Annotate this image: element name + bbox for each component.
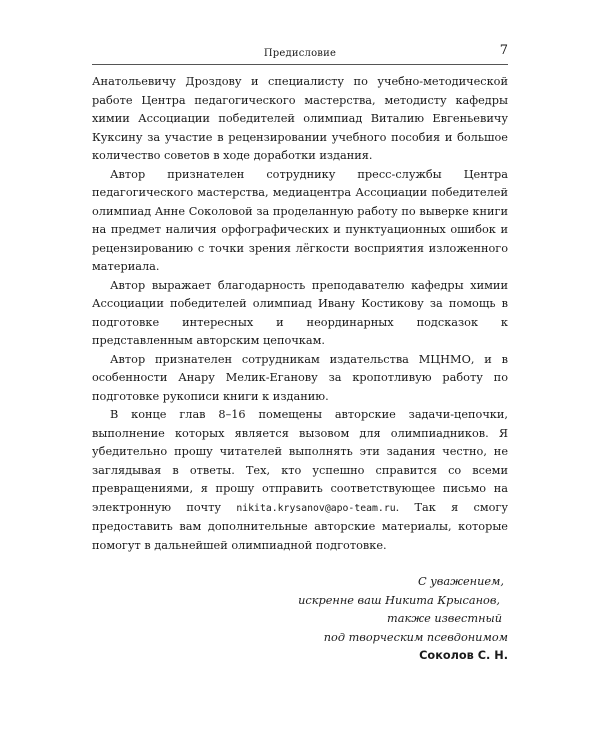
page-body	[92, 73, 508, 555]
page-number: 7	[499, 43, 508, 58]
paragraph-2: Автор признателен сотруднику пресс-службы Центра педагогического мастерства, медиацентра Ассоциации победителей олимпиад Анне Соколовой за проделанную работу по выверке книги на предмет наличия орфографических и пунктуационных ошибок и рецензированию с точки зрения лёгкости восприятия изложенного материала.	[92, 167, 508, 273]
paragraph-4: Автор признателен сотрудникам издательства МЦНМО, и в особенности Анару Мелик-Еганову за кропотливую работу по подготовке рукописи книги к изданию.	[92, 352, 508, 403]
paragraph-5-text-after: . Так я смогу предоставить вам дополнительные авторские материалы, которые помогут в дальнейшей олимпиадной подготовке.	[92, 500, 508, 552]
author-signature: Соколов С. Н.	[419, 649, 508, 662]
paragraph-5	[92, 406, 508, 555]
closing-line-3: также известный	[387, 612, 502, 625]
closing-block	[92, 573, 508, 666]
paragraph-1: Анатольевичу Дроздову и специалисту по учебно-методической работе Центра педагогического мастерства, методисту кафедры химии Ассоциации победителей олимпиад Виталию Евгеньевичу Куксину за участие в рецензировании учебного пособия и большое количество советов в ходе доработки издания.	[92, 75, 508, 162]
running-title: Предисловие	[263, 48, 337, 59]
closing-line-1: С уважением,	[418, 575, 504, 588]
closing-line-2: искренне ваш Никита Крысанов,	[298, 593, 500, 607]
email-address: nikita.krysanov@apo-team.ru	[236, 502, 396, 514]
page-header	[92, 40, 508, 65]
book-page	[92, 40, 508, 666]
closing-line-4: под творческим псевдонимом	[323, 630, 508, 644]
paragraph-3: Автор выражает благодарность преподавателю кафедры химии Ассоциации победителей олимпиад Ивану Костикову за помощь в подготовке интересных и неординарных подсказок к представленным авторским цепочкам.	[92, 278, 508, 347]
paragraph-5-text-before: В конце глав 8–16 помещены авторские задачи-цепочки, выполнение которых является вызовом для олимпиадников. Я убедительно прошу читателей выполнять эти задания честно, не заглядывая в ответы. Тех, кто успешно справится со всеми превращениями, я прошу отправить соответствующее письмо на электронную почту	[92, 408, 508, 514]
